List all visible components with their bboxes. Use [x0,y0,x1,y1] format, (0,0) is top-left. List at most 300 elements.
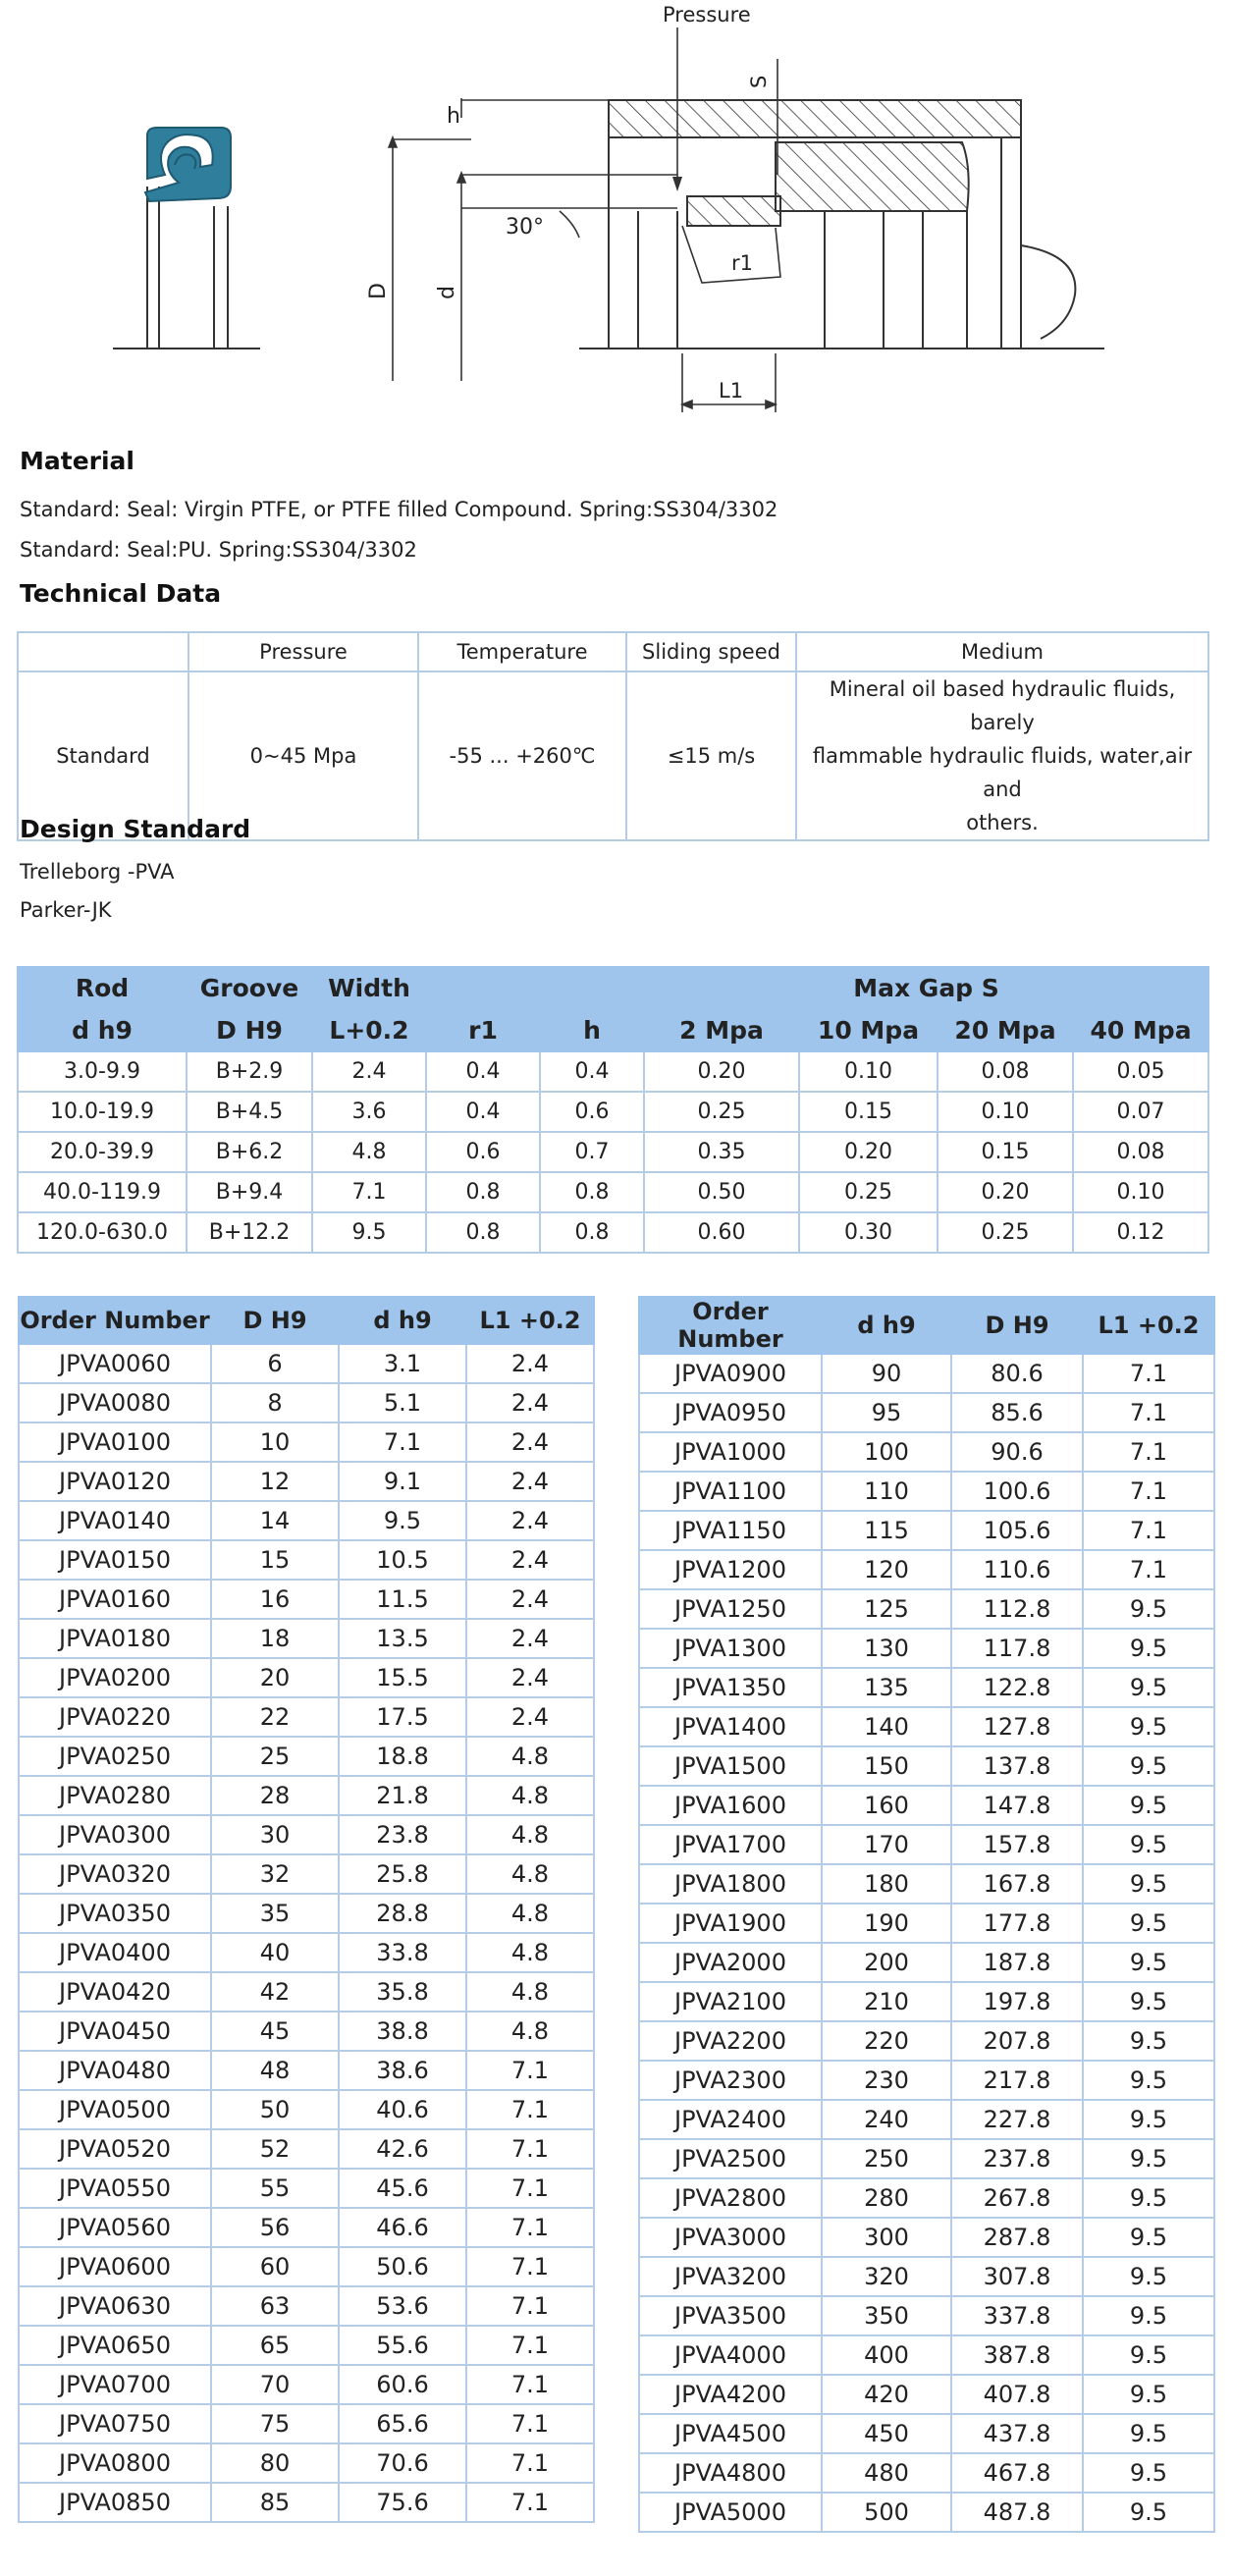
design-standard-line-2: Parker-JK [20,898,112,922]
table-cell: 25.8 [339,1854,466,1894]
order-number-cell: JPVA0280 [19,1776,211,1815]
table-row [19,2404,594,2443]
table-cell: 42 [211,1972,339,2012]
table-cell: 4.8 [466,1776,594,1815]
order-number-cell: JPVA4200 [639,2375,822,2414]
order-number-cell: JPVA0220 [19,1697,211,1737]
technical-speed: ≤15 m/s [626,671,796,840]
order-number-cell: JPVA1900 [639,1904,822,1943]
table-row [19,1658,594,1697]
table-cell: 22 [211,1697,339,1737]
table-cell: 387.8 [951,2335,1083,2375]
table-cell: 4.8 [312,1132,426,1172]
table-cell: 2.4 [466,1580,594,1619]
table-row [639,1550,1214,1589]
table-cell: 10 [211,1422,339,1462]
table-cell: 2.4 [466,1383,594,1422]
design-header-cell: Width [312,967,426,1009]
medium-line: flammable hydraulic fluids, water,air and [812,744,1193,801]
table-cell: 2.4 [466,1697,594,1737]
order-header-cell: Order Number [19,1297,211,1344]
table-cell: 0.15 [938,1132,1073,1172]
table-cell: 122.8 [951,1668,1083,1707]
table-cell: 480 [822,2453,951,2493]
table-cell: 4.8 [466,1815,594,1854]
order-number-cell: JPVA1350 [639,1668,822,1707]
design-header-cell: 40 Mpa [1073,1009,1208,1051]
table-cell: 220 [822,2021,951,2061]
table-cell: 180 [822,1864,951,1904]
order-number-cell: JPVA0520 [19,2129,211,2169]
table-cell: 9.5 [1083,1629,1214,1668]
table-row [19,2247,594,2286]
table-cell: 400 [822,2335,951,2375]
table-cell: 100 [822,1432,951,1472]
order-number-cell: JPVA0700 [19,2365,211,2404]
table-cell: 157.8 [951,1825,1083,1864]
table-cell: 40.6 [339,2090,466,2129]
table-cell: 12 [211,1462,339,1501]
order-number-cell: JPVA5000 [639,2493,822,2532]
table-cell: 55.6 [339,2326,466,2365]
table-cell: 14 [211,1501,339,1540]
order-number-cell: JPVA0060 [19,1344,211,1383]
order-number-cell: JPVA2100 [639,1982,822,2021]
table-cell: 7.1 [466,2326,594,2365]
table-cell: 90.6 [951,1432,1083,1472]
order-table-left [18,1296,595,2523]
table-row [639,2061,1214,2100]
table-cell: 7.1 [312,1172,426,1212]
table-cell: 0.10 [938,1092,1073,1132]
order-header-cell: L1 +0.2 [1083,1297,1214,1354]
table-cell: 160 [822,1786,951,1825]
order-number-cell: JPVA0650 [19,2326,211,2365]
design-header-cell: h [540,1009,644,1051]
d-dimension-label: d [435,286,459,299]
design-header-cell: 10 Mpa [799,1009,938,1051]
order-number-cell: JPVA0080 [19,1383,211,1422]
order-number-cell: JPVA1500 [639,1746,822,1786]
seal-cross-section-drawing [0,0,1233,422]
table-cell: 187.8 [951,1943,1083,1982]
table-cell: 11.5 [339,1580,466,1619]
order-number-cell: JPVA0150 [19,1540,211,1580]
table-row [19,1854,594,1894]
table-row [19,2443,594,2483]
s-gap-label: S [747,75,771,88]
order-number-cell: JPVA0350 [19,1894,211,1933]
table-cell: 112.8 [951,1589,1083,1629]
table-cell: 0.8 [426,1212,540,1253]
table-cell: 140 [822,1707,951,1746]
table-row [19,2365,594,2404]
table-cell: 9.5 [1083,2100,1214,2139]
table-cell: 7.1 [1083,1354,1214,1393]
table-row [639,2257,1214,2296]
table-row [639,1904,1214,1943]
table-row [19,2051,594,2090]
table-cell: 7.1 [466,2090,594,2129]
order-number-cell: JPVA0320 [19,1854,211,1894]
table-cell: 9.5 [1083,1746,1214,1786]
table-cell: 0.4 [540,1051,644,1092]
table-cell: 4.8 [466,2012,594,2051]
order-number-cell: JPVA2000 [639,1943,822,1982]
table-row [639,2100,1214,2139]
table-cell: 2.4 [312,1051,426,1092]
order-table-right [638,1296,1215,2533]
order-header-row [19,1297,594,1344]
material-heading: Material [20,447,134,475]
order-number-cell: JPVA0400 [19,1933,211,1972]
table-cell: 9.5 [1083,1668,1214,1707]
table-cell: 10.5 [339,1540,466,1580]
table-cell: 18.8 [339,1737,466,1776]
table-cell: 56 [211,2208,339,2247]
table-row [18,1212,1208,1253]
table-cell: 7.1 [466,2443,594,2483]
table-cell: 467.8 [951,2453,1083,2493]
order-number-cell: JPVA1400 [639,1707,822,1746]
order-number-cell: JPVA4800 [639,2453,822,2493]
table-cell: 48 [211,2051,339,2090]
order-number-cell: JPVA1600 [639,1786,822,1825]
order-number-cell: JPVA2300 [639,2061,822,2100]
table-row [639,1825,1214,1864]
order-number-cell: JPVA4500 [639,2414,822,2453]
table-cell: 2.4 [466,1344,594,1383]
design-header-cell [426,967,540,1009]
table-cell: 7.1 [466,2169,594,2208]
table-cell: 5.1 [339,1383,466,1422]
table-cell: 4.8 [466,1933,594,1972]
order-header-cell: D H9 [211,1297,339,1344]
table-row [19,1894,594,1933]
technical-header-row [18,632,1208,671]
table-cell: 3.0-9.9 [18,1051,187,1092]
table-row [19,1344,594,1383]
table-row [18,1132,1208,1172]
order-number-cell: JPVA0100 [19,1422,211,1462]
table-cell: 7.1 [466,2129,594,2169]
table-cell: 3.1 [339,1344,466,1383]
table-cell: 110.6 [951,1550,1083,1589]
table-cell: 130 [822,1629,951,1668]
order-number-cell: JPVA3500 [639,2296,822,2335]
order-number-cell: JPVA1000 [639,1432,822,1472]
table-cell: 0.15 [799,1092,938,1132]
table-cell: 7.1 [1083,1472,1214,1511]
table-cell: 0.05 [1073,1051,1208,1092]
table-cell: 500 [822,2493,951,2532]
table-cell: 450 [822,2414,951,2453]
table-cell: 55 [211,2169,339,2208]
table-cell: 35.8 [339,1972,466,2012]
table-cell: 9.5 [1083,1904,1214,1943]
order-number-cell: JPVA4000 [639,2335,822,2375]
table-row [19,2129,594,2169]
table-row [639,1472,1214,1511]
technical-pressure: 0~45 Mpa [188,671,418,840]
table-cell: 0.60 [644,1212,799,1253]
table-cell: 9.5 [1083,2453,1214,2493]
table-cell: 300 [822,2218,951,2257]
table-cell: 250 [822,2139,951,2178]
table-cell: 2.4 [466,1462,594,1501]
table-cell: 117.8 [951,1629,1083,1668]
table-cell: 20 [211,1658,339,1697]
table-cell: 40 [211,1933,339,1972]
table-cell: 7.1 [466,2208,594,2247]
order-number-cell: JPVA1300 [639,1629,822,1668]
table-cell: 0.20 [644,1051,799,1092]
table-cell: 0.50 [644,1172,799,1212]
table-cell: 337.8 [951,2296,1083,2335]
table-cell: 30 [211,1815,339,1854]
table-row [639,2335,1214,2375]
table-row [639,1393,1214,1432]
table-cell: 4.8 [466,1894,594,1933]
table-cell: 9.5 [1083,2021,1214,2061]
L1-label: L1 [719,379,744,402]
order-number-cell: JPVA0180 [19,1619,211,1658]
table-cell: 137.8 [951,1746,1083,1786]
table-row [639,1511,1214,1550]
table-cell: 32 [211,1854,339,1894]
table-cell: 20.0-39.9 [18,1132,187,1172]
table-row [18,1092,1208,1132]
order-header-cell: L1 +0.2 [466,1297,594,1344]
table-cell: 105.6 [951,1511,1083,1550]
table-row [639,1668,1214,1707]
table-row [639,2178,1214,2218]
D-dimension-label: D [366,283,391,299]
table-cell: 9.5 [1083,2061,1214,2100]
table-cell: 7.1 [466,2404,594,2443]
table-cell: 70 [211,2365,339,2404]
table-row [19,2208,594,2247]
material-line-2: Standard: Seal:PU. Spring:SS304/3302 [20,538,417,562]
design-header-cell: r1 [426,1009,540,1051]
table-cell: 7.1 [1083,1432,1214,1472]
design-header-cell: 20 Mpa [938,1009,1073,1051]
table-cell: 0.30 [799,1212,938,1253]
design-standard-heading: Design Standard [20,815,251,843]
order-header-cell: D H9 [951,1297,1083,1354]
table-row [639,2414,1214,2453]
table-cell: 23.8 [339,1815,466,1854]
table-cell: 9.5 [1083,1943,1214,1982]
table-cell: 65 [211,2326,339,2365]
h-dimension-label: h [447,104,460,129]
technical-header-cell: Medium [796,632,1208,671]
table-cell: 13.5 [339,1619,466,1658]
table-cell: 120.0-630.0 [18,1212,187,1253]
table-cell: 18 [211,1619,339,1658]
design-header-cell: Rod [18,967,187,1009]
table-row [639,2139,1214,2178]
order-number-cell: JPVA1200 [639,1550,822,1589]
table-cell: 0.6 [540,1092,644,1132]
table-cell: 2.4 [466,1540,594,1580]
table-cell: 210 [822,1982,951,2021]
table-row [19,1462,594,1501]
table-cell: 110 [822,1472,951,1511]
table-cell: 7.1 [1083,1550,1214,1589]
order-number-cell: JPVA0140 [19,1501,211,1540]
table-cell: 17.5 [339,1697,466,1737]
table-cell: 38.8 [339,2012,466,2051]
table-cell: 52 [211,2129,339,2169]
table-cell: 0.07 [1073,1092,1208,1132]
table-row [639,1786,1214,1825]
table-cell: 35 [211,1894,339,1933]
table-cell: 307.8 [951,2257,1083,2296]
table-cell: 65.6 [339,2404,466,2443]
table-cell: 42.6 [339,2129,466,2169]
technical-data-heading: Technical Data [20,579,222,608]
table-cell: 10.0-19.9 [18,1092,187,1132]
order-number-cell: JPVA0120 [19,1462,211,1501]
table-row [18,1051,1208,1092]
table-cell: 177.8 [951,1904,1083,1943]
table-cell: 9.5 [1083,1786,1214,1825]
table-cell: 9.1 [339,1462,466,1501]
technical-header-cell: Sliding speed [626,632,796,671]
table-cell: 9.5 [1083,1864,1214,1904]
table-cell: 420 [822,2375,951,2414]
table-cell: 0.7 [540,1132,644,1172]
table-cell: 9.5 [1083,2178,1214,2218]
design-header-cell: D H9 [187,1009,312,1051]
table-cell: 0.20 [799,1132,938,1172]
table-cell: 0.12 [1073,1212,1208,1253]
design-header-row-top [18,967,1208,1009]
table-cell: 46.6 [339,2208,466,2247]
table-cell: 320 [822,2257,951,2296]
table-cell: 9.5 [1083,2139,1214,2178]
seal-profile-icon [113,128,260,349]
order-header-cell: d h9 [339,1297,466,1344]
table-cell: 85 [211,2483,339,2522]
order-number-cell: JPVA2400 [639,2100,822,2139]
table-cell: 147.8 [951,1786,1083,1825]
table-cell: 45.6 [339,2169,466,2208]
table-cell: 100.6 [951,1472,1083,1511]
rod-section [638,142,969,349]
technical-header-cell: Temperature [418,632,626,671]
table-cell: 60.6 [339,2365,466,2404]
table-row [639,2021,1214,2061]
technical-header-cell [18,632,188,671]
order-number-cell: JPVA0630 [19,2286,211,2326]
table-cell: 9.5 [1083,1707,1214,1746]
table-cell: 9.5 [1083,2493,1214,2532]
order-number-cell: JPVA0480 [19,2051,211,2090]
order-number-cell: JPVA0160 [19,1580,211,1619]
table-cell: 0.20 [938,1172,1073,1212]
table-cell: 4.8 [466,1972,594,2012]
order-header-row [639,1297,1214,1354]
table-cell: 267.8 [951,2178,1083,2218]
table-row [19,1776,594,1815]
table-cell: 4.8 [466,1854,594,1894]
order-number-cell: JPVA0750 [19,2404,211,2443]
table-cell: 3.6 [312,1092,426,1132]
table-cell: 0.25 [799,1172,938,1212]
table-cell: 0.35 [644,1132,799,1172]
order-number-cell: JPVA0560 [19,2208,211,2247]
order-header-cell: Order Number [639,1297,822,1354]
table-row [19,1501,594,1540]
design-standard-table [17,966,1209,1254]
table-row [639,1746,1214,1786]
angle-label: 30° [506,215,544,240]
table-cell: 125 [822,1589,951,1629]
order-number-cell: JPVA1100 [639,1472,822,1511]
order-number-cell: JPVA0800 [19,2443,211,2483]
table-row [19,1972,594,2012]
table-cell: 0.8 [540,1172,644,1212]
r1-label: r1 [731,251,753,275]
technical-data-table [17,631,1209,841]
table-cell: 9.5 [1083,1982,1214,2021]
housing-section [579,100,1104,349]
table-cell: 9.5 [1083,2296,1214,2335]
table-row [19,1383,594,1422]
table-cell: 0.6 [426,1132,540,1172]
material-line-1: Standard: Seal: Virgin PTFE, or PTFE filled Compound. Spring:SS304/3302 [20,498,778,521]
table-row [19,1933,594,1972]
table-row [19,2012,594,2051]
table-cell: 9.5 [1083,2218,1214,2257]
design-header-row-bottom [18,1009,1208,1051]
technical-temperature: -55 ... +260℃ [418,671,626,840]
table-cell: 25 [211,1737,339,1776]
table-row [639,1943,1214,1982]
table-cell: 95 [822,1393,951,1432]
design-header-cell: Max Gap S [644,967,1208,1009]
order-number-cell: JPVA0420 [19,1972,211,2012]
table-cell: 0.08 [1073,1132,1208,1172]
table-row [19,1737,594,1776]
table-cell: 6 [211,1344,339,1383]
table-row [19,2483,594,2522]
table-cell: 7.1 [466,2483,594,2522]
table-cell: 4.8 [466,1737,594,1776]
table-cell: 16 [211,1580,339,1619]
table-cell: 120 [822,1550,951,1589]
table-cell: 63 [211,2286,339,2326]
table-row [639,2493,1214,2532]
order-number-cell: JPVA0200 [19,1658,211,1697]
table-cell: B+4.5 [187,1092,312,1132]
table-cell: 80 [211,2443,339,2483]
table-cell: 0.4 [426,1051,540,1092]
table-cell: 230 [822,2061,951,2100]
order-number-cell: JPVA0500 [19,2090,211,2129]
table-row [18,1172,1208,1212]
table-cell: 280 [822,2178,951,2218]
table-cell: 7.1 [339,1422,466,1462]
order-number-cell: JPVA3000 [639,2218,822,2257]
table-row [639,2375,1214,2414]
table-cell: 15.5 [339,1658,466,1697]
table-cell: 90 [822,1354,951,1393]
medium-line: Mineral oil based hydraulic fluids, barely [829,677,1176,734]
table-cell: 33.8 [339,1933,466,1972]
